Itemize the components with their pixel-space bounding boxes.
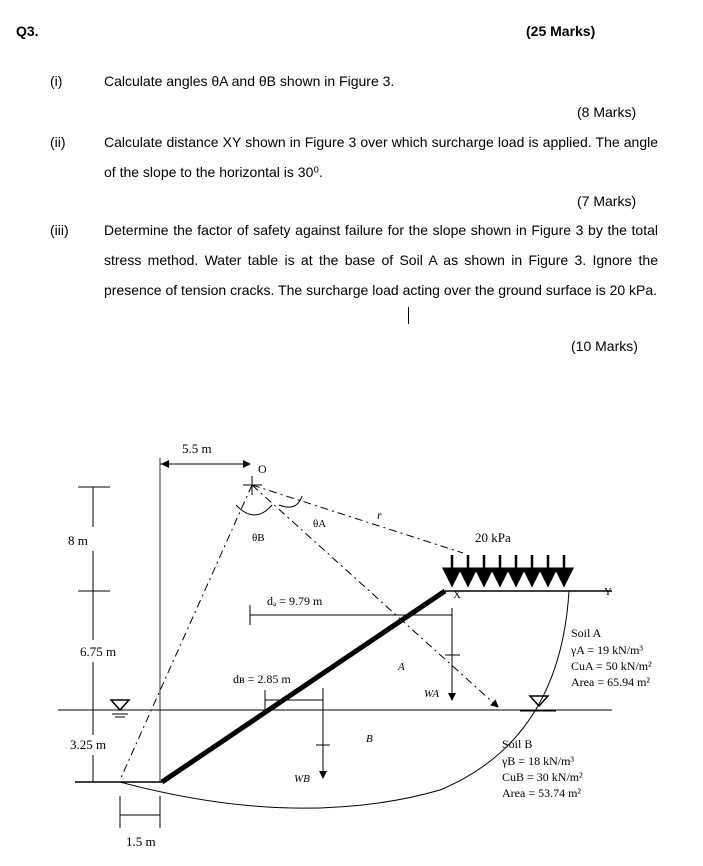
soil-a-gamma: γA = 19 kN/m³ [571, 643, 644, 657]
part-iii-label: (iii) [50, 222, 69, 238]
soil-b-area: Area = 53.74 m² [502, 786, 582, 800]
dim-5-5-label: 5.5 m [182, 441, 212, 456]
radius-label: r [377, 508, 382, 522]
soil-b-title: Soil B [502, 737, 533, 751]
part-iii-text: Determine the factor of safety against failure for the slope shown in Figure 3 by the total stress method. Water table is at the base of Soil A as shown in Figure 3. Ignore the presence of tension cracks. The surcharge load acting over the ground surface is 20 kPa. [104, 222, 658, 298]
slope-figure [0, 420, 703, 866]
theta-b-arc [236, 505, 272, 515]
part-ii-label: (ii) [50, 134, 66, 150]
soil-a-cu: CuA = 50 kN/m² [571, 659, 652, 673]
point-x-label: X [453, 589, 461, 601]
water-table-symbol-left [111, 700, 129, 710]
part-i-text: Calculate angles θA and θB shown in Figure 3. [104, 73, 395, 89]
wb-label: WB [294, 773, 310, 785]
db-label: dʙ = 2.85 m [233, 672, 291, 686]
question-number: Q3. [16, 23, 39, 39]
part-ii-text: Calculate distance XY shown in Figure 3 over which surcharge load is applied. The angle of the slope to the horizontal is 30⁰. [104, 134, 658, 180]
total-marks: (25 Marks) [526, 23, 596, 39]
soil-b-gamma: γB = 18 kN/m³ [502, 754, 575, 768]
soil-a-title: Soil A [571, 626, 602, 640]
region-b-label: B [366, 733, 373, 745]
dim-8m-label: 8 m [68, 533, 88, 548]
soil-b-cu: CuB = 30 kN/m² [502, 770, 583, 784]
part-iii-marks: (10 Marks) [571, 338, 638, 354]
dim-1-5-label: 1.5 m [126, 834, 156, 849]
point-y-label: Y [604, 586, 612, 598]
surcharge-label: 20 kPa [475, 530, 511, 545]
text-cursor [408, 307, 409, 324]
region-a-label: A [398, 661, 405, 673]
dim-675-label: 6.75 m [80, 644, 117, 659]
center-o-label: O [258, 462, 267, 476]
dim-325-label: 3.25 m [70, 737, 107, 752]
da-label: dₐ = 9.79 m [267, 594, 323, 608]
theta-a-label: θA [313, 518, 327, 530]
surcharge-arrows [452, 555, 564, 585]
wa-label: WA [424, 688, 440, 700]
soil-a-area: Area = 65.94 m² [571, 675, 651, 689]
slope-face [162, 591, 445, 782]
part-i-label: (i) [50, 73, 63, 89]
part-ii-marks: (7 Marks) [577, 193, 637, 209]
part-i-marks: (8 Marks) [577, 104, 637, 120]
radius-line-right [252, 485, 463, 553]
theta-b-label: θB [252, 532, 265, 544]
